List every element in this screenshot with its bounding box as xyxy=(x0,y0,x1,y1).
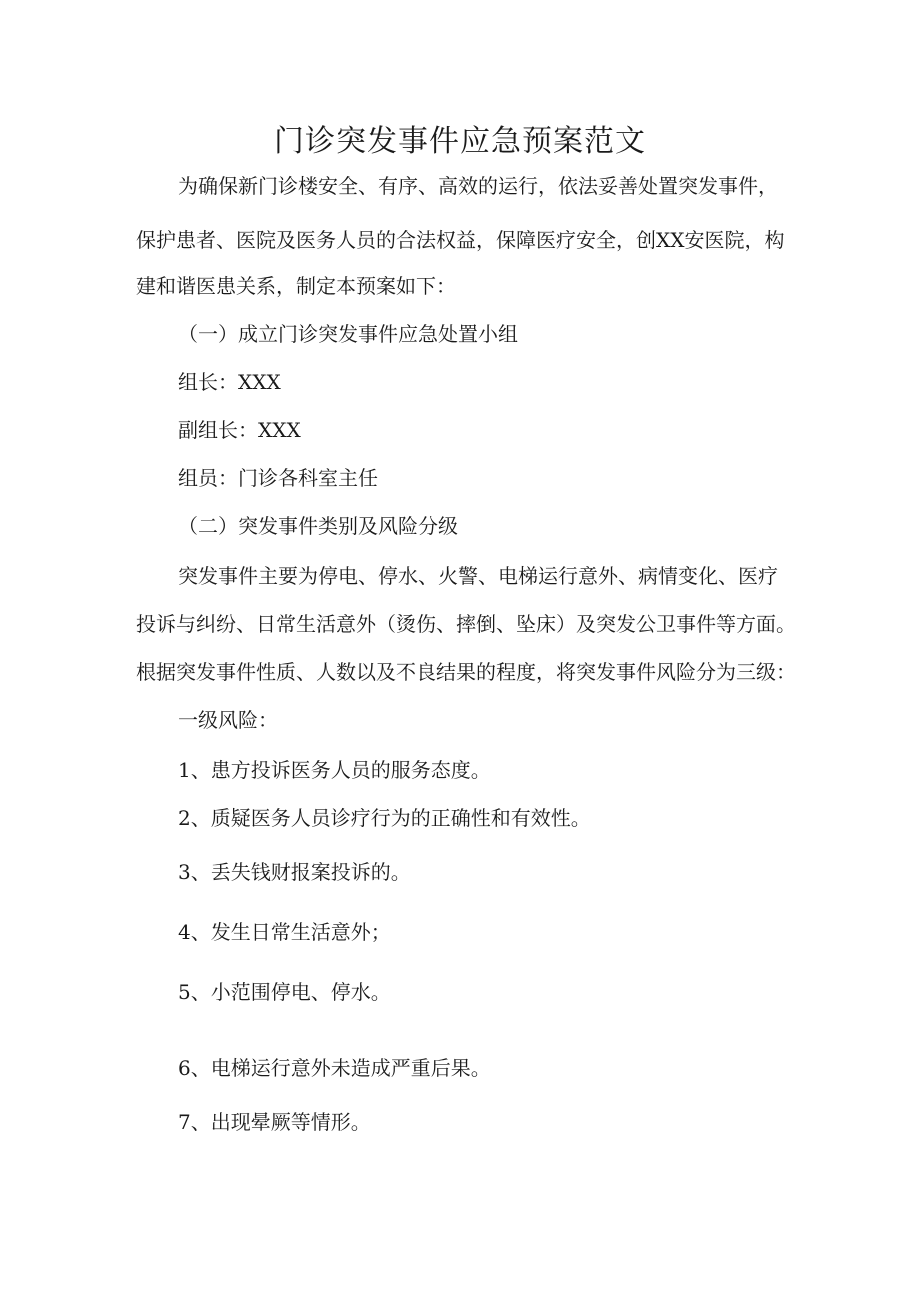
section2-heading: （二）突发事件类别及风险分级 xyxy=(178,514,458,538)
level1-item-5: 5、小范围停电、停水。 xyxy=(178,980,391,1004)
vice-leader-line: 副组长：XXX xyxy=(178,418,301,442)
intro-line-1: 为确保新门诊楼安全、有序、高效的运行，依法妥善处置突发事件， xyxy=(178,174,778,198)
level1-item-6: 6、电梯运行意外未造成严重后果。 xyxy=(178,1056,491,1080)
level1-item-7: 7、出现晕厥等情形。 xyxy=(178,1110,371,1134)
intro-line-2: 保护患者、医院及医务人员的合法权益，保障医疗安全，创XX安医院，构 xyxy=(136,228,785,252)
leader-line: 组长：XXX xyxy=(178,370,281,394)
intro-line-3: 建和谐医患关系，制定本预案如下： xyxy=(136,274,456,298)
members-line: 组员：门诊各科室主任 xyxy=(178,466,378,490)
level1-heading: 一级风险： xyxy=(178,708,278,732)
section2-line-1: 突发事件主要为停电、停水、火警、电梯运行意外、病情变化、医疗 xyxy=(178,564,778,588)
section2-line-2: 投诉与纠纷、日常生活意外（烫伤、摔倒、坠床）及突发公卫事件等方面。 xyxy=(136,612,796,636)
level1-item-2: 2、质疑医务人员诊疗行为的正确性和有效性。 xyxy=(178,806,591,830)
section2-line-3: 根据突发事件性质、人数以及不良结果的程度，将突发事件风险分为三级： xyxy=(136,660,796,684)
section1-heading: （一）成立门诊突发事件应急处置小组 xyxy=(178,322,518,346)
level1-item-3: 3、丢失钱财报案投诉的。 xyxy=(178,860,411,884)
level1-item-1: 1、患方投诉医务人员的服务态度。 xyxy=(178,758,491,782)
level1-item-4: 4、发生日常生活意外； xyxy=(178,920,391,944)
document-title: 门诊突发事件应急预案范文 xyxy=(274,124,646,159)
